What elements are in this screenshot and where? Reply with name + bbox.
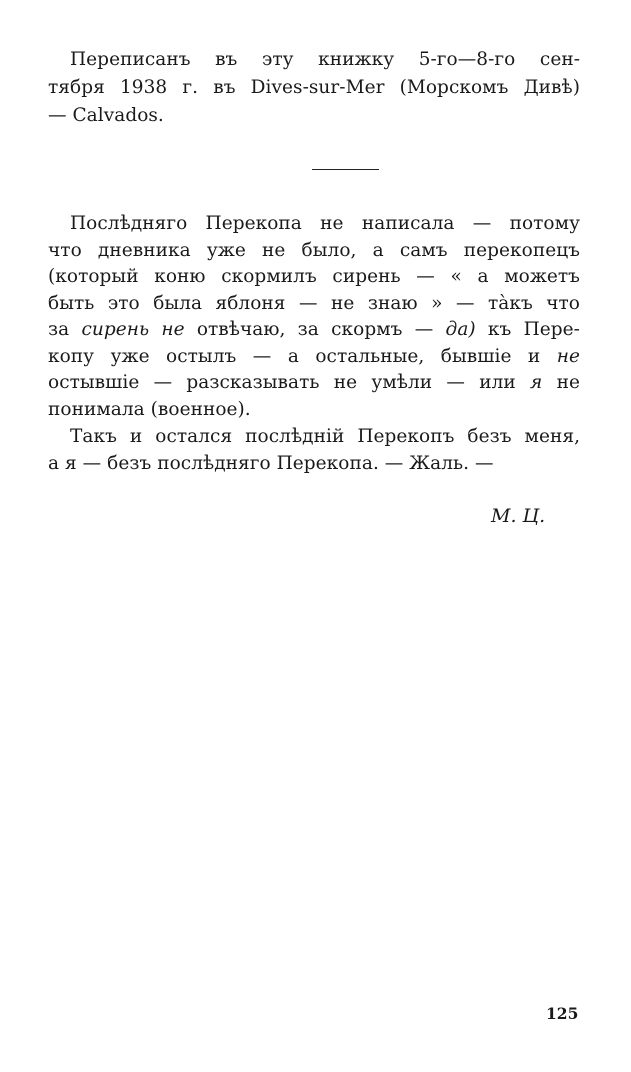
section-separator: [312, 169, 379, 170]
line-5-text-post: къ Пере-: [475, 319, 580, 340]
note-line-3: — Calvados.: [48, 105, 164, 126]
paragraph-1-line-5: [48, 317, 580, 343]
note-line-2: тября 1938 г. въ Dives-sur-Mer (Морскомъ Дивѣ): [48, 77, 580, 98]
line-5-text-pre: за: [48, 319, 82, 340]
line-7-italic-ya: я: [530, 372, 543, 393]
paragraph-1-line-8: понимала (военное).: [48, 399, 251, 420]
author-signature: М. Ц.: [491, 505, 546, 527]
page-number: 125: [546, 1004, 579, 1023]
line-6-italic-ne: не: [556, 346, 580, 367]
paragraph-1-line-4: быть это была яблоня — не знаю » — тàкъ что: [48, 293, 580, 314]
line-5-italic-siren: сирень не: [81, 319, 185, 340]
paragraph-1-line-7: [48, 370, 580, 396]
paragraph-1-line-3: (который коню скормилъ сирень — « а можетъ: [48, 266, 580, 287]
paragraph-1-line-1: Послѣдняго Перекопа не написала — потому: [70, 213, 580, 234]
paragraph-1-line-6: [48, 344, 580, 370]
line-7-text-pre: остывшiе — разсказывать не умѣли — или: [48, 372, 531, 393]
paragraph-2-line-1: Такъ и остался послѣднiй Перекопъ безъ меня,: [70, 426, 580, 447]
note-line-1: Переписанъ въ эту книжку 5-го—8-го сен-: [70, 49, 580, 70]
line-7-text-post: не: [542, 372, 580, 393]
line-5-text-mid: отвѣчаю, за скормъ —: [184, 319, 446, 340]
paragraph-2-line-2: а я — безъ послѣдняго Перекопа. — Жаль. —: [48, 453, 494, 474]
line-5-italic-da: да): [445, 319, 476, 340]
paragraph-1-line-2: что дневника уже не было, а самъ перекопецъ: [48, 240, 580, 261]
line-6-text-pre: копу уже остылъ — а остальные, бывшiе и: [48, 346, 557, 367]
